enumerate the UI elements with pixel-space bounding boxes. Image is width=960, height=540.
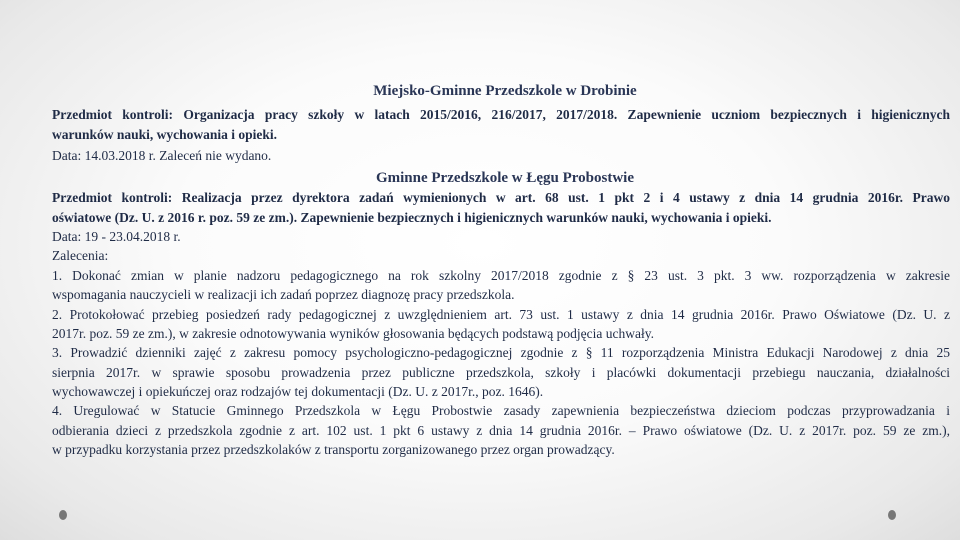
subject-line: oświatowe (Dz. U. z 2016 r. poz. 59 ze zm.). Zapewnienie bezpiecznych i higienicznych warunków nauki, wychowania i opieki. [52,210,772,225]
section-title: Miejsko-Gminne Przedszkole w Drobinie [373,83,637,99]
date-line: Data: 19 - 23.04.2018 r. [52,229,181,244]
recommendation-line: 2017r. poz. 59 ze zm.), w zakresie odnotowywania wyników głosowania będących podstawą podjęcia uchwały. [52,326,654,341]
recommendation-line: sierpnia 2017r. w sprawie sposobu prowadzenia przez publiczne przedszkola, szkoły i placówki dokumentacji przebiegu nauczania, działalności [52,365,950,380]
subject-line: warunków nauki, wychowania i opieki. [52,127,278,142]
section-title: Gminne Przedszkole w Łęgu Probostwie [375,170,635,186]
recommendation-line: wychowawczej i opiekuńczej oraz rodzajów tej dokumentacji (Dz. U. z 2017r., poz. 1646). [52,384,544,399]
recommendation-line: 4. Uregulować w Statucie Gminnego Przedszkola w Łęgu Probostwie zasady zapewnienia bezpieczeństwa dzieciom podczas przyprowadzania i [52,403,950,418]
subject-line: Przedmiot kontroli: Organizacja pracy szkoły w latach 2015/2016, 216/2017, 2017/2018. Zapewnienie uczniom bezpiecznych i higienicznych [52,107,950,122]
bullet-dot-right-icon [888,510,896,520]
recommendation-line: odbierania dzieci z przedszkola zgodnie z art. 102 ust. 1 pkt 6 ustawy z dnia 14 grudnia 2016r. – Prawo oświatowe (Dz. U. z 2017r. poz. 59 ze zm.), [52,423,950,438]
recommendations-label: Zalecenia: [52,248,109,263]
recommendation-line: w przypadku korzystania przez przedszkolaków z transportu zorganizowanego przez organ prowadzący. [52,442,615,457]
bullet-dot-left-icon [59,510,67,520]
date-line: Data: 14.03.2018 r. Zaleceń nie wydano. [52,148,272,163]
recommendation-line: wspomagania nauczycieli w realizacji ich zadań poprzez diagnozę pracy przedszkola. [52,287,515,302]
recommendation-line: 2. Protokołować przebieg posiedzeń rady pedagogicznej z uwzględnieniem art. 73 ust. 1 ustawy z dnia 14 grudnia 2016r. Prawo Oświatowe (Dz. U. z [52,307,950,322]
subject-line: Przedmiot kontroli: Realizacja przez dyrektora zadań wymienionych w art. 68 ust. 1 pkt 2 i 4 ustawy z dnia 14 grudnia 2016r. Prawo [52,190,950,205]
recommendation-line: 1. Dokonać zmian w planie nadzoru pedagogicznego na rok szkolny 2017/2018 zgodnie z § 23 ust. 3 pkt. 3 ww. rozporządzenia w zakresie [52,268,950,283]
recommendation-line: 3. Prowadzić dzienniki zajęć z zakresu pomocy psychologiczno-pedagogicznej zgodnie z § 11 rozporządzenia Ministra Edukacji Narodowej z dnia 25 [52,345,950,360]
